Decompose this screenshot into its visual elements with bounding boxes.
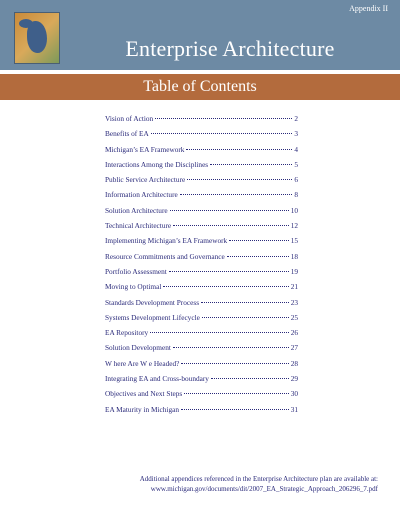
toc-entry-label: Interactions Among the Disciplines [105, 159, 209, 169]
toc-dot-leader [181, 409, 289, 410]
footer-note [0, 474, 378, 494]
toc-entry-page: 27 [290, 343, 298, 353]
toc-entry[interactable] [105, 175, 298, 190]
toc-entry-label: Systems Development Lifecycle [105, 312, 200, 322]
footer-line-1: Additional appendices referenced in the Enterprise Architecture plan are available at: [139, 475, 378, 483]
toc-dot-leader [210, 164, 292, 165]
toc-entry-label: W here Are W e Headed? [105, 358, 180, 368]
toc-entry[interactable] [105, 389, 298, 404]
toc-entry-page: 6 [294, 175, 298, 185]
toc-entry[interactable] [105, 145, 298, 160]
toc-dot-leader [170, 210, 289, 211]
toc-entry-page: 21 [290, 282, 298, 292]
toc-list [105, 114, 298, 420]
toc-entry-page: 8 [294, 190, 298, 200]
toc-entry-page: 26 [290, 328, 298, 338]
toc-entry-label: EA Maturity in Michigan [105, 404, 179, 414]
toc-entry-label: Standards Development Process [105, 297, 200, 307]
toc-entry-label: Michigan’s EA Framework [105, 144, 185, 154]
toc-dot-leader [229, 240, 289, 241]
toc-entry-label: EA Repository [105, 328, 149, 338]
toc-entry-page: 4 [294, 144, 298, 154]
toc-dot-leader [186, 149, 292, 150]
toc-entry-page: 28 [290, 358, 298, 368]
toc-entry[interactable] [105, 190, 298, 205]
toc-entry[interactable] [105, 114, 298, 129]
toc-dot-leader [202, 317, 289, 318]
logo-lower-peninsula [27, 21, 47, 53]
toc-entry-label: Solution Development [105, 343, 171, 353]
toc-entry-page: 15 [290, 236, 298, 246]
toc-dot-leader [181, 363, 288, 364]
toc-entry[interactable] [105, 252, 298, 267]
toc-dot-leader [201, 302, 289, 303]
appendix-label: Appendix II [349, 4, 388, 13]
toc-entry-label: Solution Architecture [105, 205, 168, 215]
toc-dot-leader [180, 194, 293, 195]
page-title: Enterprise Architecture [125, 36, 335, 61]
toc-dot-leader [227, 256, 289, 257]
toc-entry[interactable] [105, 267, 298, 282]
toc-entry-page: 2 [294, 114, 298, 123]
footer-link[interactable]: www.michigan.gov/documents/dit/2007_EA_Strategic_Approach_206296_7.pdf [150, 485, 378, 493]
michigan-map-logo-icon [14, 12, 60, 64]
toc-entry-label: Integrating EA and Cross-boundary [105, 374, 209, 384]
toc-entry[interactable] [105, 236, 298, 251]
toc-entry[interactable] [105, 328, 298, 343]
toc-entry-label: Implementing Michigan’s EA Framework [105, 236, 228, 246]
toc-dot-leader [150, 332, 289, 333]
toc-dot-leader [184, 393, 288, 394]
toc-entry[interactable] [105, 359, 298, 374]
toc-entry-page: 3 [294, 129, 298, 139]
toc-entry-label: Public Service Architecture [105, 175, 186, 185]
toc-entry-page: 12 [290, 221, 298, 231]
toc-entry-label: Technical Architecture [105, 221, 172, 231]
toc-entry-page: 19 [290, 266, 298, 276]
toc-dot-leader [169, 271, 289, 272]
toc-entry-page: 5 [294, 159, 298, 169]
toc-entry[interactable] [105, 129, 298, 144]
toc-entry-label: Objectives and Next Steps [105, 389, 183, 399]
toc-dot-leader [187, 179, 292, 180]
toc-entry[interactable] [105, 298, 298, 313]
toc-heading: Table of Contents [143, 78, 257, 95]
toc-entry-page: 18 [290, 251, 298, 261]
toc-entry-label: Portfolio Assessment [105, 266, 167, 276]
toc-dot-leader [211, 378, 289, 379]
toc-dot-leader [163, 286, 288, 287]
toc-entry[interactable] [105, 343, 298, 358]
toc-dot-leader [155, 118, 292, 119]
toc-entry-page: 31 [290, 404, 298, 414]
toc-entry-label: Information Architecture [105, 190, 178, 200]
toc-entry-page: 25 [290, 312, 298, 322]
toc-entry[interactable] [105, 405, 298, 420]
toc-entry-page: 23 [290, 297, 298, 307]
toc-entry-label: Moving to Optimal [105, 282, 162, 292]
toc-entry[interactable] [105, 221, 298, 236]
toc-entry-label: Vision of Action [105, 114, 154, 123]
toc-entry[interactable] [105, 206, 298, 221]
toc-entry[interactable] [105, 160, 298, 175]
toc-entry[interactable] [105, 374, 298, 389]
toc-entry-label: Benefits of EA [105, 129, 149, 139]
toc-entry-page: 29 [290, 374, 298, 384]
toc-entry-page: 10 [290, 205, 298, 215]
toc-entry-label: Resource Commitments and Governance [105, 251, 225, 261]
toc-dot-leader [173, 347, 289, 348]
toc-entry-page: 30 [290, 389, 298, 399]
toc-entry[interactable] [105, 282, 298, 297]
toc-entry[interactable] [105, 313, 298, 328]
toc-dot-leader [151, 133, 293, 134]
toc-dot-leader [173, 225, 289, 226]
